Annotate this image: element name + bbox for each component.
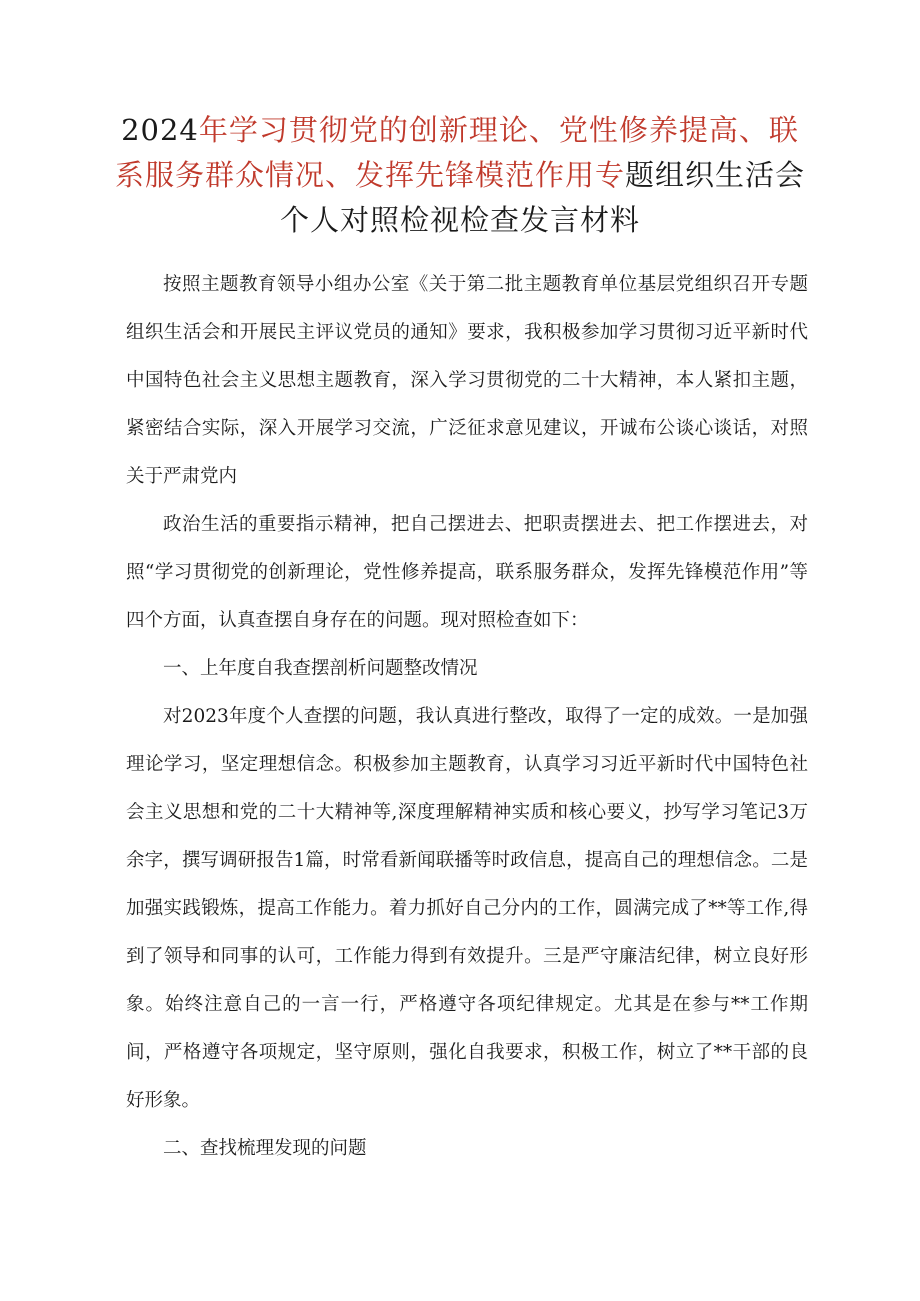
paragraph-rectification: 对2023年度个人查摆的问题，我认真进行整改，取得了一定的成效。一是加强理论学习，坚定理想信念。积极参加主题教育，认真学习习近平新时代中国特色社会主义思想和党的二十大精神等,深度理解精神实质和核心要义，抄写学习笔记3万余字，撰写调研报告1篇，时常看新闻联播等时政信息，提高自己的理想信念。二是加强实践锻炼，提高工作能力。着力抓好自己分内的工作，圆满完成了**等工作,得到了领导和同事的认可，工作能力得到有效提升。三是严守廉洁纪律，树立良好形象。始终注意自己的一言一行，严格遵守各项纪律规定。尤其是在参与**工作期间，严格遵守各项规定，坚守原则，强化自我要求，积极工作，树立了**干部的良好形象。	[126, 706, 808, 1111]
section-heading-2: 二、查找梳理发现的问题	[163, 1138, 367, 1159]
paragraph-continuation: 政治生活的重要指示精神，把自己摆进去、把职责摆进去、把工作摆进去，对照“学习贯彻党的创新理论，党性修养提高，联系服务群众，发挥先锋模范作用”等四个方面，认真查摆自身存在的问题。现对照检查如下：	[126, 514, 808, 631]
document-title	[110, 108, 810, 243]
paragraph-intro: 按照主题教育领导小组办公室《关于第二批主题教育单位基层党组织召开专题组织生活会和开展民主评议党员的通知》要求，我积极参加学习贯彻习近平新时代中国特色社会主义思想主题教育，深入学习贯彻党的二十大精神，本人紧扣主题，紧密结合实际，深入开展学习交流，广泛征求意见建议，开诚布公谈心谈话，对照关于严肃党内	[126, 274, 808, 487]
section-heading-1: 一、上年度自我查摆剖析问题整改情况	[163, 658, 478, 679]
title-red-part: 年学习贯彻党的创新理论、党性修养提高、联系服务群众情况、发挥先锋模范作用专	[114, 113, 799, 192]
title-dark-part: 题组织生活会个人对照检视检查发言材料	[279, 158, 806, 237]
title-year: 2024	[121, 113, 199, 147]
